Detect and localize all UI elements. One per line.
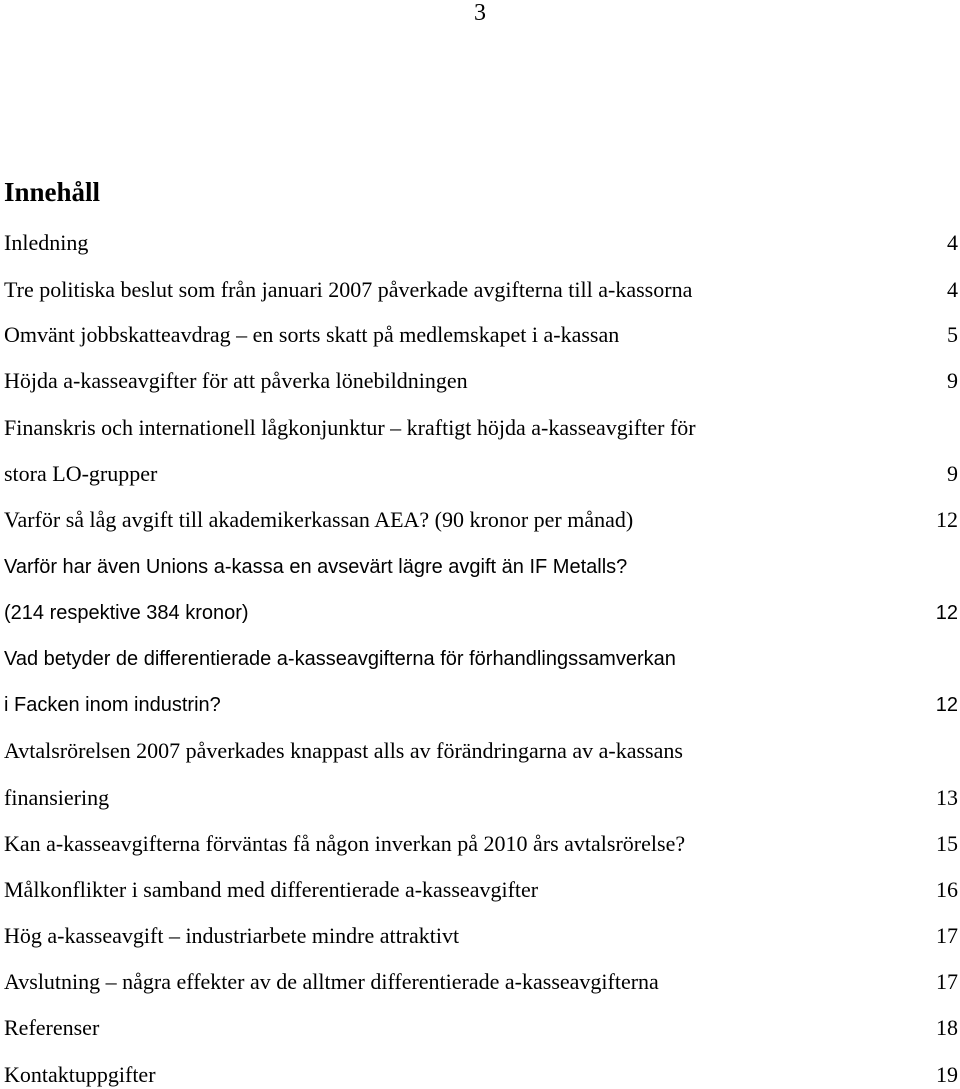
toc-heading: Innehåll [4, 177, 101, 207]
toc-entry-page: 16 [936, 877, 958, 902]
toc-entry-title: Höjda a-kasseavgifter för att påverka lönebildningen [4, 368, 468, 393]
toc-entry[interactable] [4, 922, 958, 950]
toc-entry-page: 4 [947, 230, 958, 255]
toc-entry[interactable] [4, 276, 958, 304]
toc-entry[interactable] [4, 321, 958, 349]
toc-entry-page: 17 [936, 969, 958, 994]
toc-entry-page: 12 [935, 602, 958, 624]
toc-entry[interactable] [4, 367, 958, 395]
toc-entry[interactable] [4, 876, 958, 904]
toc-entry-title: Omvänt jobbskatteavdrag – en sorts skatt på medlemskapet i a-kassan [4, 322, 620, 347]
toc-entry-title: Hög a-kasseavgift – industriarbete mindre attraktivt [4, 923, 460, 948]
toc-entry[interactable] [4, 968, 958, 996]
toc-entry-title: Kan a-kasseavgifterna förväntas få någon inverkan på 2010 års avtalsrörelse? [4, 831, 686, 856]
toc-entry-title: Referenser [4, 1015, 100, 1040]
toc-entry-page: 19 [936, 1062, 958, 1087]
page-number: 3 [474, 0, 486, 26]
toc-entry[interactable] [4, 1014, 958, 1042]
toc-entry[interactable] [4, 784, 958, 812]
toc-entry-title: Tre politiska beslut som från januari 2007 påverkade avgifterna till a-kassorna [4, 277, 693, 302]
toc-entry[interactable] [4, 599, 958, 627]
toc-entry-title: (214 respektive 384 kronor) [4, 602, 249, 624]
toc-entry-page: 15 [936, 831, 958, 856]
toc-entry[interactable] [4, 506, 958, 534]
toc-entry-title: Varför så låg avgift till akademikerkassan AEA? (90 kronor per månad) [4, 507, 634, 532]
toc-entry-title: stora LO-grupper [4, 461, 158, 486]
toc-entry-page: 5 [947, 322, 958, 347]
toc-entry-title: Avtalsrörelsen 2007 påverkades knappast alls av förändringarna av a-kassans [4, 738, 683, 763]
toc-entry-title: Målkonflikter i samband med differentierade a-kasseavgifter [4, 877, 539, 902]
toc-entry[interactable] [4, 645, 958, 673]
toc-entry-title: Kontaktuppgifter [4, 1062, 156, 1087]
toc-entry[interactable] [4, 830, 958, 858]
toc-entry-page: 12 [936, 507, 958, 532]
toc-entry[interactable] [4, 460, 958, 488]
toc-entry-title: Inledning [4, 230, 89, 255]
toc-entry-page: 13 [936, 785, 958, 810]
toc-entry-page: 18 [936, 1015, 958, 1040]
toc-entry-page: 9 [947, 368, 958, 393]
toc-entry-title: Finanskris och internationell lågkonjunktur – kraftigt höjda a-kasseavgifter för [4, 415, 696, 440]
toc-entry-page: 9 [947, 461, 958, 486]
toc-entry-title: finansiering [4, 785, 110, 810]
toc-entry[interactable] [4, 414, 958, 442]
toc-entry-page: 4 [947, 277, 958, 302]
toc-entry-page: 12 [935, 694, 958, 716]
toc-entry-page: 17 [936, 923, 958, 948]
toc-entry-title: Varför har även Unions a-kassa en avsevärt lägre avgift än IF Metalls? [4, 556, 628, 578]
toc-entry-title: i Facken inom industrin? [4, 694, 221, 716]
toc-entry[interactable] [4, 553, 958, 581]
toc-entry-title: Vad betyder de differentierade a-kasseavgifterna för förhandlingssamverkan [4, 648, 676, 670]
toc-entry[interactable] [4, 229, 958, 257]
toc-entry[interactable] [4, 691, 958, 719]
toc-entry-title: Avslutning – några effekter av de alltmer differentierade a-kasseavgifterna [4, 969, 659, 994]
toc-entry[interactable] [4, 737, 958, 765]
toc-entry[interactable] [4, 1061, 958, 1089]
